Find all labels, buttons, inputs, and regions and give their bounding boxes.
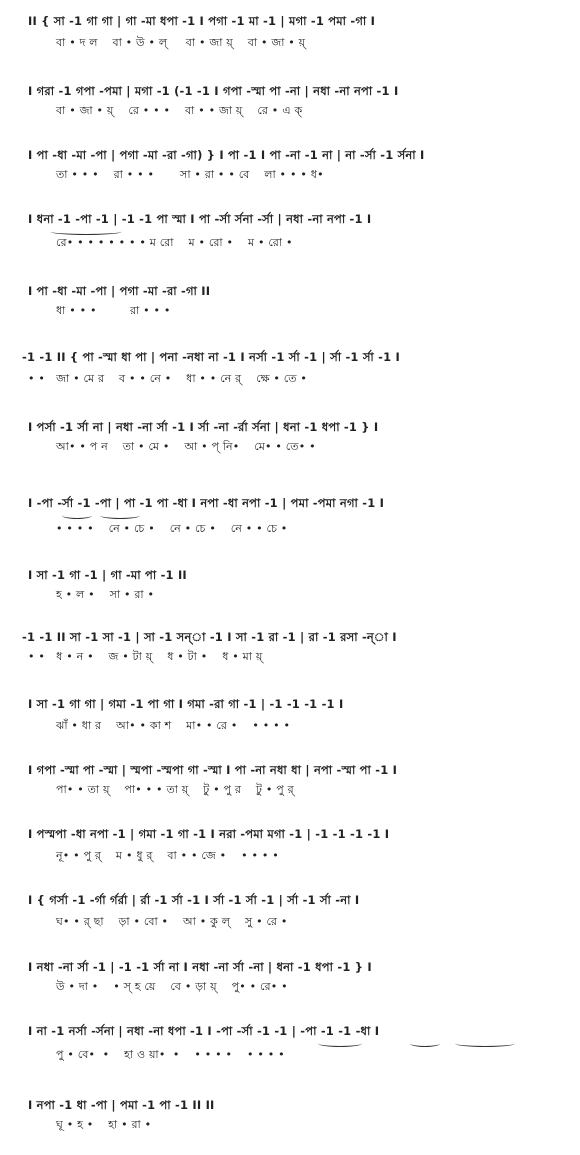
swara-line: -1 -1 II সা -1 সা -1 | সা -1 সন্া -1 I সা -1 রা -1 | রা -1 রসা -ন্া I [22,630,397,644]
swara-line: I পর্সা -1 র্সা না | নধা -না র্সা -1 I র্সা -না -র্রা র্সনা | ধনা -1 ধপা -1 } I [28,420,379,434]
lyric-line: • • ধ • ন • জ • টা য়্ ধ • টা • ধ • মা য়্ [28,650,263,663]
slur-mark [62,512,92,519]
lyric-line: ঘূ • হ • হা • রা • [56,1118,152,1131]
lyric-line: উ • দা • • স্ হ য়ে বে • ড়া য়্ পু• • রে• • [56,980,288,993]
swara-line: I পা -ধা -মা -পা | পগা -মা -রা -গা) } I পা -1 I পা -না -1 না | না -র্সা -1 র্সনা I [28,148,425,162]
swara-line: -1 -1 II { পা -স্মা ধা পা | পনা -নধা না -1 I নর্সা -1 র্সা -1 | র্সা -1 র্সা -1 I [22,350,401,364]
lyric-line: বা • জা • য়্ রে • • • বা • • জা য়্ রে • এ ক্ [56,104,303,117]
swara-line: I গপা -স্মা পা -স্মা | স্মপা -স্মপা গা -স্মা I পা -না নধা ধা | নপা -স্মা পা -1 I [28,763,398,777]
slur-mark [100,512,140,519]
lyric-line: ঝাঁ • ধা র আ• • কা শ মা• • রে • • • • • [56,719,291,732]
slur-mark [455,1040,515,1047]
swara-line: I -পা -র্সা -1 -পা | পা -1 পা -ধা I নপা -ধা নপা -1 | পমা -পমা নগা -1 I [28,496,385,510]
lyric-line: পু • বে• • হা ও য়া• • • • • • • • • • [56,1048,285,1061]
slur-mark [318,1040,362,1047]
swara-line: I সা -1 গা গা | গমা -1 পা গা I গমা -রা গা -1 | -1 -1 -1 -1 I [28,697,344,711]
swara-line: I নধা -না র্সা -1 | -1 -1 র্সা না I নধা -না র্সা -না | ধনা -1 ধপা -1 } I [28,960,372,974]
lyric-line: হ • ল • সা • রা • [56,588,155,601]
lyric-line: তা • • • রা • • • সা • রা • • বে লা • • • ধ• [56,168,324,181]
lyric-line: ঘ• • র্ ছা ড়া • বো • আ • কু ল্ সু • রে • [56,915,288,928]
swara-line: I { গর্সা -1 -র্গা র্গর্রা | র্রা -1 র্সা -1 I র্সা -1 র্সা -1 | র্সা -1 র্সা -না I [28,893,360,907]
swara-line: I নপা -1 ধা -পা | পমা -1 পা -1 II II [28,1098,215,1112]
swara-line: I ধনা -1 -পা -1 | -1 -1 পা স্মা I পা -র্সা র্সনা -র্সা | নধা -না নপা -1 I [28,212,372,226]
lyric-line: নূ• • পু র্ ম • ধু র্ বা • • জে • • • • • [56,849,279,862]
slur-mark [50,228,122,235]
swara-line: I সা -1 গা -1 | গা -মা পা -1 II [28,568,187,582]
swara-line: I না -1 নর্সা -র্সনা | নধা -না ধপা -1 I -পা -র্সা -1 -1 | -পা -1 -1 -ধা I [28,1024,380,1038]
swara-line: I পা -ধা -মা -পা | পগা -মা -রা -গা II [28,284,211,298]
lyric-line: • • জা • মে র ব • • নে • ধা • • নে র্ ক্ষে • তে • [28,372,308,385]
swara-line: II { সা -1 গা গা | গা -মা ধপা -1 I পগা -1 মা -1 | মগা -1 পমা -গা I [28,14,376,28]
slur-mark [410,1040,440,1047]
lyric-line: আ• • প ন তা • মে • আ • প্ নি• মে• • তে• • [56,440,316,453]
swara-line: I গরা -1 গপা -পমা | মগা -1 (-1 -1 I গপা -স্মা পা -না | নধা -না নপা -1 I [28,84,399,98]
lyric-line: পা• • তা য়্ পা• • • তা য়্ টু • পু র টু • পু র্ [56,783,294,796]
lyric-line: বা • দ ল বা • উ • ল্ বা • জা য়্ বা • জা • য়্ [56,36,306,49]
swara-line: I পস্মপা -ধা নপা -1 | গমা -1 গা -1 I নরা -পমা মগা -1 | -1 -1 -1 -1 I [28,827,390,841]
lyric-line: রে• • • • • • • • ম রো ম • রো • ম • রো • [56,236,293,249]
lyric-line: ধা • • • রা • • • [56,304,171,317]
lyric-line: • • • • নে • চে • নে • চে • নে • • চে • [56,522,288,535]
